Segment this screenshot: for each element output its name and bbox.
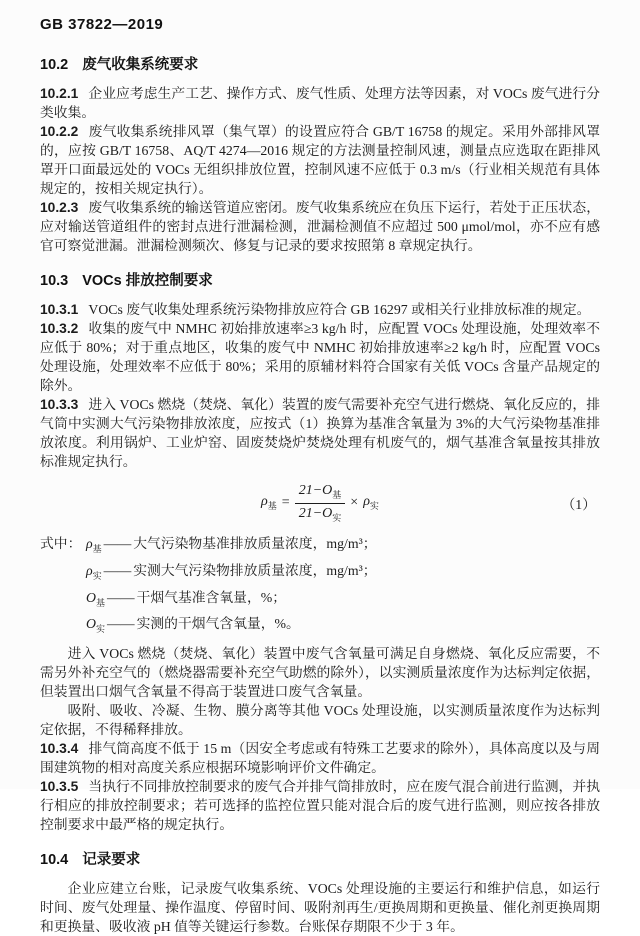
clause-10-3-3 (40, 395, 600, 471)
paragraph-other-treatment: 吸附、吸收、冷凝、生物、膜分离等其他 VOCs 处理设施，以实测质量浓度作为达标判定依据，不得稀释排放。 (40, 703, 600, 737)
symbol: $\rho_实$ (86, 562, 102, 581)
section-number: 10.3 (40, 273, 69, 289)
definition-dash: —— (103, 562, 132, 578)
formula-1-expression (40, 481, 600, 525)
clause-text: 当执行不同排放控制要求的废气合并排气筒排放时，应在废气混合前进行监测，并执行相应的排放控制要求；若可选择的监控位置只能对混合后的废气进行监测，则应按各排放控制要求中最严格的规定执行。 (40, 779, 600, 832)
section-title: 记录要求 (82, 852, 141, 868)
clause-number: 10.3.4 (40, 741, 79, 756)
definition-text: 实测大气污染物排放质量浓度，mg/m³； (133, 562, 377, 578)
clause-number: 10.3.1 (40, 302, 79, 317)
clause-10-3-5 (40, 777, 600, 834)
symbol: $\rho_基$ (86, 536, 102, 554)
clause-text: 进入 VOCs 燃烧（焚烧、氧化）装置的废气需要补充空气进行燃烧、氧化反应的，排气筒中实测大气污染物排放浓度，应按式（1）换算为基准含氧量为 3%的大气污染物基准排放浓度。利用锅炉、工业炉窑、固废焚烧炉焚烧处理有机废气的，烟气基准含氧量按其排放标准规定执行。 (40, 397, 600, 469)
equals-sign: = (281, 495, 290, 510)
clause-number: 10.3.2 (40, 321, 79, 336)
definitions-label: 式中： (40, 536, 82, 551)
section-number: 10.2 (40, 57, 69, 73)
definition-row (40, 613, 600, 640)
section-title: 废气收集系统要求 (82, 57, 199, 73)
standard-number-header: GB 37822—2019 (40, 16, 164, 33)
definition-dash: —— (103, 536, 132, 551)
section-heading-10-4 (40, 848, 600, 869)
fraction-numerator: $21-O_基$ (295, 482, 346, 503)
section-heading-10-3 (40, 269, 600, 290)
clause-number: 10.2.3 (40, 200, 79, 215)
clause-text: 废气收集系统排风罩（集气罩）的设置应符合 GB/T 16758 的规定。采用外部排风罩的，应按 GB/T 16758、AQ/T 4274—2016 规定的方法测量控制风速，测量点应选取在距排风罩开口面最远处的 VOCs 无组织排放位置，控制风速不应低于 0.3 m/s（行业相关规范有具体规定的，按相关规定执行）。 (40, 124, 600, 196)
clause-10-2-2 (40, 122, 600, 198)
formula-rhs: $\rho_实$ (363, 494, 379, 511)
clause-10-2-1 (40, 84, 600, 122)
section-heading-10-2 (40, 53, 600, 74)
equation-number: （1） (561, 497, 596, 512)
clause-text: 废气收集系统的输送管道应密闭。废气收集系统应在负压下运行，若处于正压状态，应对输送管道组件的密封点进行泄漏检测，泄漏检测值不应超过 500 μmol/mol，亦不应有感官可察觉泄漏。泄漏检测频次、修复与记录的要求按照第 8 章规定执行。 (40, 200, 600, 253)
clause-text: VOCs 废气收集处理系统污染物排放应符合 GB 16297 或相关行业排放标准的规定。 (88, 302, 591, 317)
section-title: VOCs 排放控制要求 (82, 273, 213, 289)
multiply-sign: × (350, 495, 359, 510)
definition-text: 大气污染物基准排放质量浓度，mg/m³； (133, 536, 377, 551)
symbol: $O_实$ (86, 616, 105, 634)
section-number: 10.4 (40, 852, 69, 868)
definition-row (40, 533, 600, 560)
clause-number: 10.2.1 (40, 86, 79, 101)
clause-number: 10.3.5 (40, 779, 79, 794)
clause-number: 10.3.3 (40, 397, 79, 412)
formula-lhs: $\rho_基$ (261, 494, 277, 511)
definition-row (40, 560, 600, 587)
clause-text: 排气筒高度不低于 15 m（因安全考虑或有特殊工艺要求的除外），具体高度以及与周围建筑物的相对高度关系应根据环境影响评价文件确定。 (40, 741, 600, 775)
paragraph-record-requirements: 企业应建立台账，记录废气收集系统、VOCs 处理设施的主要运行和维护信息，如运行时间、废气处理量、操作温度、停留时间、吸附剂再生/更换周期和更换量、催化剂更换周期和更换量、吸收液 pH 值等关键运行参数。台账保存期限不少于 3 年。 (40, 881, 600, 934)
formula-1-block (40, 481, 600, 525)
clause-text: 收集的废气中 NMHC 初始排放速率≥3 kg/h 时，应配置 VOCs 处理设施，处理效率不应低于 80%；对于重点地区，收集的废气中 NMHC 初始排放速率≥2 kg/h 时，应配置 VOCs 处理设施，处理效率不应低于 80%；采用的原辅材料符合国家有关低 VOCs 含量产品规定的除外。 (40, 321, 600, 393)
definition-dash: —— (106, 589, 135, 605)
clause-10-3-1 (40, 300, 600, 319)
definition-text: 实测的干烟气含氧量，%。 (136, 616, 300, 632)
symbol-definitions (40, 533, 600, 640)
definition-row (40, 587, 600, 614)
clause-10-3-2 (40, 319, 600, 395)
symbol: $O_基$ (86, 589, 105, 608)
definition-dash: —— (106, 616, 135, 632)
paragraph-supplement-air: 进入 VOCs 燃烧（焚烧、氧化）装置中废气含氧量可满足自身燃烧、氧化反应需要，不需另外补充空气的（燃烧器需要补充空气助燃的除外），以实测质量浓度作为达标判定依据，但装置出口烟气含氧量不得高于装置进口废气含氧量。 (40, 646, 600, 699)
clause-text: 企业应考虑生产工艺、操作方式、废气性质、处理方法等因素，对 VOCs 废气进行分类收集。 (40, 86, 600, 120)
clause-number: 10.2.2 (40, 124, 79, 139)
formula-fraction (295, 482, 346, 523)
definition-text: 干烟气基准含氧量，%； (136, 589, 287, 605)
clause-10-3-4 (40, 739, 600, 777)
clause-10-2-3 (40, 198, 600, 255)
fraction-denominator: $21-O_实$ (298, 505, 342, 523)
